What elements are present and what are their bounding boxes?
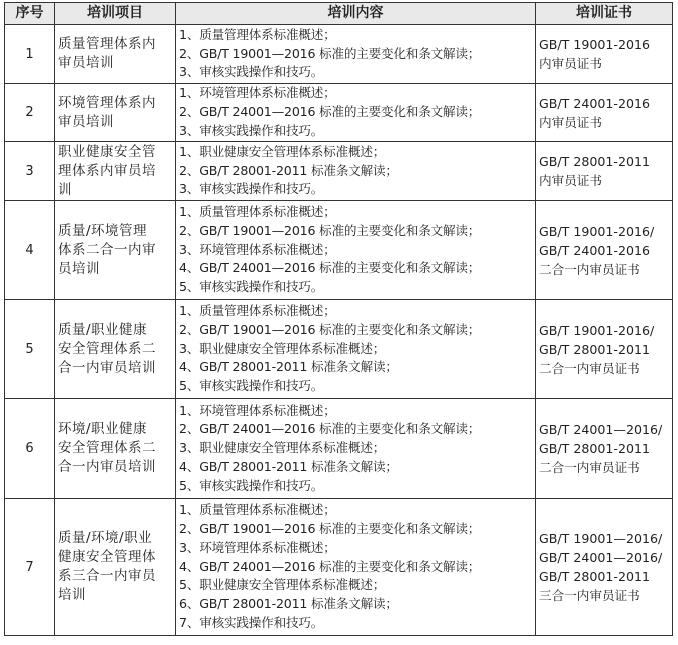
project-name: 系三合一内审员: [58, 568, 156, 584]
certificate-line: GB/T 24001—2016/: [539, 550, 663, 565]
project-name: 环境管理体系内: [58, 94, 156, 111]
header-content: 培训内容: [176, 3, 536, 25]
row-number: 3: [5, 142, 55, 201]
certificate-line: 内审员证书: [539, 114, 602, 130]
project-name: 训: [58, 181, 72, 198]
certificate-line: 二合一内审员证书: [539, 261, 640, 277]
certificate-line: GB/T 19001-2016/: [539, 223, 655, 239]
certificate-line: GB/T 24001—2016/: [539, 422, 663, 437]
training-content-cell: [176, 142, 536, 201]
content-line: 3、审核实践操作和技巧。: [179, 181, 324, 197]
project-name: 员培训: [58, 260, 100, 277]
project-name: 培训: [58, 587, 86, 603]
content-line: 3、环境管理体系标准概述；: [179, 241, 336, 257]
content-line: 3、审核实践操作和技巧。: [179, 64, 324, 80]
certificate-line: GB/T 24001-2016: [539, 242, 650, 258]
training-certificate-cell: [536, 25, 673, 84]
table-row: [5, 399, 673, 499]
content-line: 5、职业健康安全管理体系标准概述；: [179, 577, 386, 593]
training-content-cell: [176, 399, 536, 499]
content-line: 2、GB/T 19001—2016 标准的主要变化和条文解读；: [179, 321, 481, 337]
content-line: 1、质量管理体系标准概述；: [179, 303, 336, 318]
content-line: 3、审核实践操作和技巧。: [179, 122, 324, 138]
certificate-line: GB/T 28001-2011: [539, 569, 650, 584]
project-name: 理体系内审员培: [58, 162, 156, 179]
header-no: 序号: [5, 3, 55, 25]
table-row: [5, 499, 673, 636]
row-number: 2: [5, 84, 55, 142]
project-name: 质量管理体系内: [58, 36, 156, 52]
project-name: 安全管理体系二: [58, 340, 156, 357]
content-line: 5、审核实践操作和技巧。: [179, 477, 324, 493]
content-line: 3、职业健康安全管理体系标准概述；: [179, 340, 386, 356]
training-project-cell: [55, 25, 176, 84]
training-certificate-cell: [536, 399, 673, 499]
project-name: 审员培训: [58, 113, 114, 130]
content-line: 1、职业健康安全管理体系标准概述；: [179, 143, 386, 159]
content-line: 5、审核实践操作和技巧。: [179, 378, 324, 394]
certificate-line: GB/T 19001-2016/: [539, 322, 655, 338]
table-row: [5, 142, 673, 201]
certificate-line: 二合一内审员证书: [539, 360, 640, 376]
content-line: 3、职业健康安全管理体系标准概述；: [179, 440, 386, 456]
training-content-cell: [176, 201, 536, 300]
row-number: 6: [5, 399, 55, 499]
training-certificate-cell: [536, 201, 673, 300]
certificate-line: GB/T 24001-2016: [539, 95, 650, 111]
project-name: 合一内审员培训: [58, 359, 156, 376]
content-line: 6、GB/T 28001-2011 标准条文解读；: [179, 596, 398, 612]
training-certificate-cell: [536, 300, 673, 399]
training-project-cell: [55, 499, 176, 636]
project-name: 环境/职业健康: [58, 421, 148, 437]
training-project-cell: [55, 399, 176, 499]
project-name: 质量/环境/职业: [58, 530, 153, 546]
row-number: 1: [5, 25, 55, 84]
content-line: 4、GB/T 24001—2016 标准的主要变化和条文解读；: [179, 260, 481, 276]
project-name: 审员培训: [58, 55, 114, 71]
certificate-line: 三合一内审员证书: [539, 588, 640, 603]
header-cert: 培训证书: [536, 3, 673, 25]
certificate-line: 内审员证书: [539, 173, 602, 188]
content-line: 1、环境管理体系标准概述；: [179, 402, 336, 418]
content-line: 4、GB/T 24001—2016 标准的主要变化和条文解读；: [179, 558, 481, 574]
row-number: 7: [5, 499, 55, 636]
header-row: [5, 3, 673, 25]
training-project-cell: [55, 142, 176, 201]
content-line: 2、GB/T 24001—2016 标准的主要变化和条文解读；: [179, 104, 481, 120]
content-line: 4、GB/T 28001-2011 标准条文解读；: [179, 458, 398, 474]
certificate-line: GB/T 28001-2011: [539, 441, 650, 456]
content-line: 2、GB/T 19001—2016 标准的主要变化和条文解读；: [179, 222, 481, 238]
table-row: [5, 25, 673, 84]
training-project-cell: [55, 84, 176, 142]
table-body: [5, 25, 673, 636]
content-line: 4、GB/T 28001-2011 标准条文解读；: [179, 359, 398, 375]
certificate-line: GB/T 19001-2016: [539, 37, 650, 52]
content-line: 3、环境管理体系标准概述；: [179, 539, 336, 555]
table-row: [5, 84, 673, 142]
certificate-line: 内审员证书: [539, 56, 602, 71]
project-name: 质量/职业健康: [58, 321, 148, 338]
certificate-line: GB/T 28001-2011: [539, 341, 650, 357]
project-name: 健康安全管理体: [58, 549, 156, 565]
certificate-line: GB/T 19001—2016/: [539, 531, 663, 546]
content-line: 2、GB/T 28001-2011 标准条文解读；: [179, 162, 398, 178]
training-content-cell: [176, 25, 536, 84]
project-name: 质量/环境管理: [58, 222, 148, 239]
training-certificate-cell: [536, 84, 673, 142]
content-line: 2、GB/T 24001—2016 标准的主要变化和条文解读；: [179, 421, 481, 437]
row-number: 4: [5, 201, 55, 300]
training-project-cell: [55, 300, 176, 399]
content-line: 1、质量管理体系标准概述；: [179, 204, 336, 219]
project-name: 合一内审员培训: [58, 459, 156, 475]
content-line: 7、审核实践操作和技巧。: [179, 614, 324, 630]
content-line: 1、环境管理体系标准概述；: [179, 85, 336, 101]
training-certificate-cell: [536, 499, 673, 636]
content-line: 2、GB/T 19001—2016 标准的主要变化和条文解读；: [179, 521, 481, 536]
content-line: 2、GB/T 19001—2016 标准的主要变化和条文解读；: [179, 45, 481, 61]
certificate-line: GB/T 28001-2011: [539, 154, 650, 169]
content-line: 1、质量管理体系标准概述；: [179, 26, 336, 42]
training-content-cell: [176, 300, 536, 399]
training-content-cell: [176, 84, 536, 142]
project-name: 安全管理体系二: [58, 440, 156, 456]
training-content-cell: [176, 499, 536, 636]
training-table: [4, 2, 673, 636]
project-name: 体系二合一内审: [58, 241, 156, 258]
table-row: [5, 201, 673, 300]
row-number: 5: [5, 300, 55, 399]
content-line: 5、审核实践操作和技巧。: [179, 279, 324, 295]
content-line: 1、质量管理体系标准概述；: [179, 502, 336, 518]
training-project-cell: [55, 201, 176, 300]
header-item: 培训项目: [55, 3, 176, 25]
table-row: [5, 300, 673, 399]
certificate-line: 二合一内审员证书: [539, 460, 640, 475]
project-name: 职业健康安全管: [58, 143, 156, 160]
training-certificate-cell: [536, 142, 673, 201]
